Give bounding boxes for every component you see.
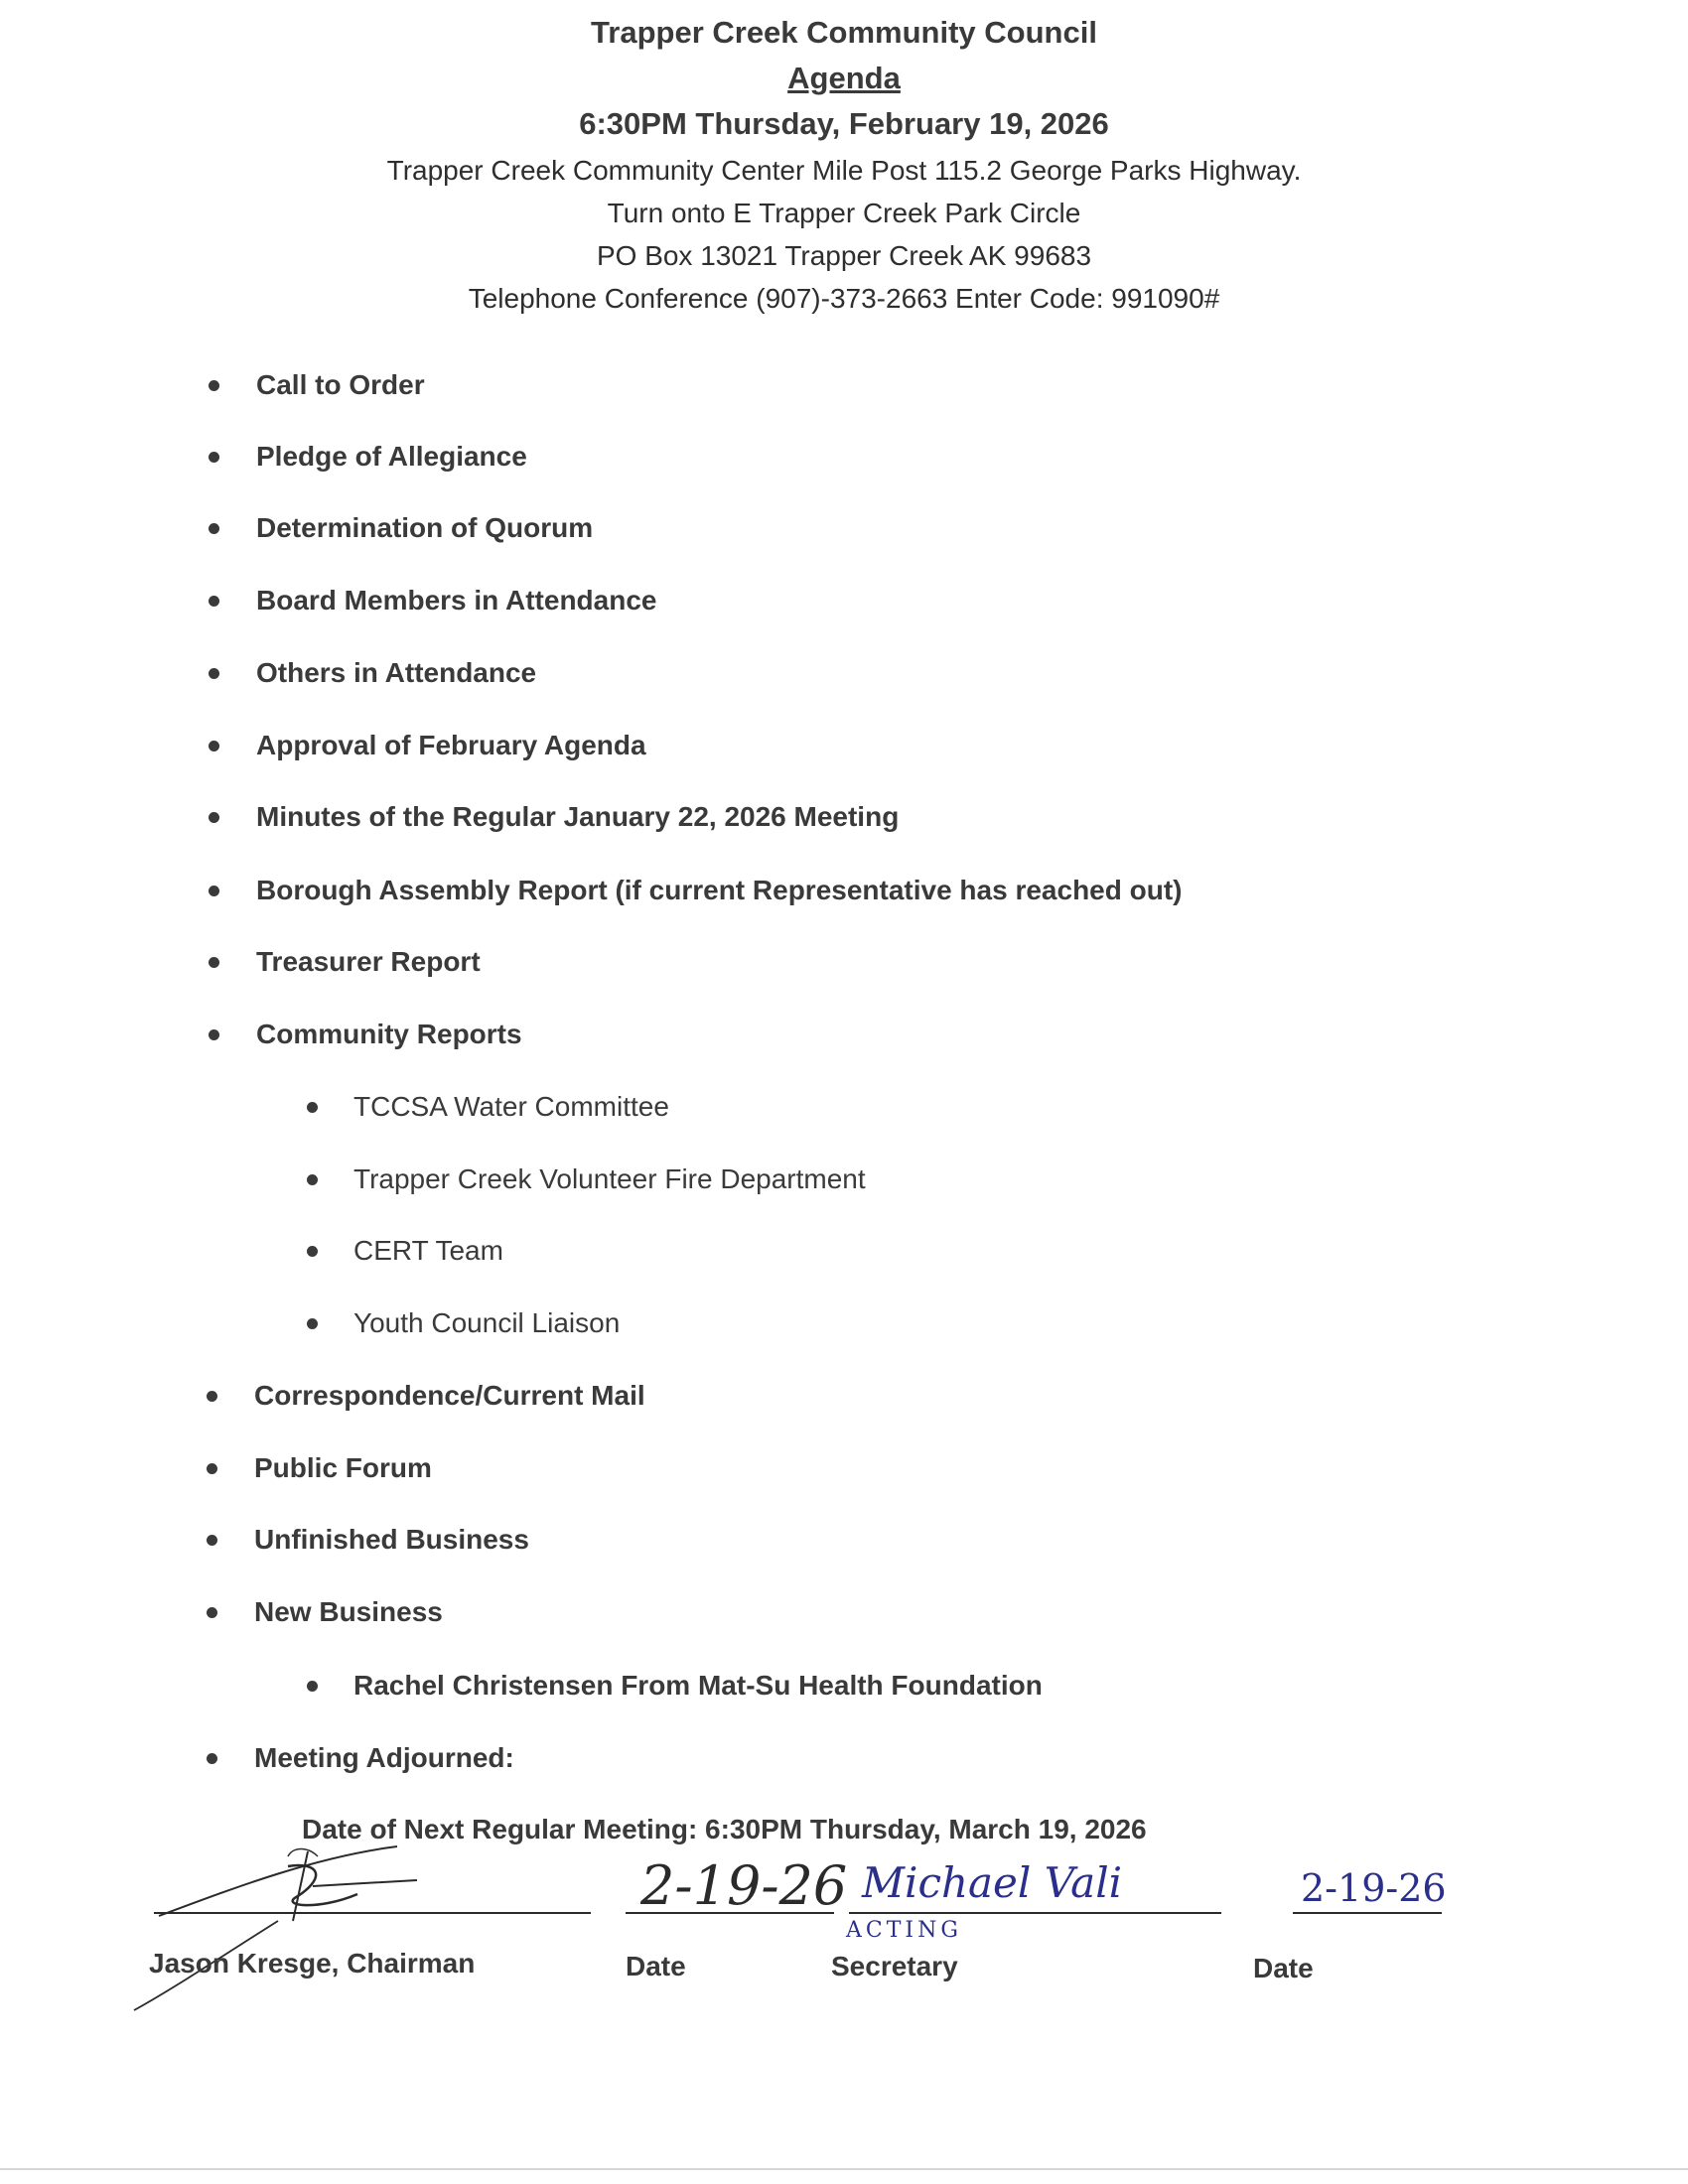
new-business-mat-su: Rachel Christensen From Mat-Su Health Foundation bbox=[353, 1670, 1043, 1701]
location-line-1: Trapper Creek Community Center Mile Post 115.2 George Parks Highway. bbox=[386, 155, 1302, 186]
bullet-icon bbox=[307, 1246, 318, 1257]
agenda-item-pledge: Pledge of Allegiance bbox=[256, 441, 527, 472]
agenda-item-others: Others in Attendance bbox=[256, 657, 537, 688]
agenda-item-correspondence: Correspondence/Current Mail bbox=[254, 1380, 645, 1411]
secretary-signature-line bbox=[849, 1912, 1221, 1914]
bullet-icon bbox=[209, 957, 219, 968]
agenda-item-community-reports: Community Reports bbox=[256, 1019, 522, 1049]
bullet-icon bbox=[209, 523, 219, 534]
council-name: Trapper Creek Community Council bbox=[591, 15, 1097, 50]
phone-conference: Telephone Conference (907)-373-2663 Enter Code: 991090# bbox=[468, 283, 1220, 314]
bullet-icon bbox=[209, 596, 219, 607]
agenda-item-board-members: Board Members in Attendance bbox=[256, 585, 657, 615]
agenda-title-text: Agenda bbox=[787, 61, 901, 95]
report-fire-department: Trapper Creek Volunteer Fire Department bbox=[353, 1163, 866, 1194]
bullet-icon bbox=[207, 1607, 217, 1618]
bullet-icon bbox=[307, 1681, 318, 1692]
report-tccsa-water: TCCSA Water Committee bbox=[353, 1091, 669, 1122]
handwritten-date-1: 2-19-26 bbox=[640, 1854, 848, 1917]
bullet-icon bbox=[307, 1174, 318, 1185]
report-cert-team: CERT Team bbox=[353, 1235, 503, 1266]
agenda-item-quorum: Determination of Quorum bbox=[256, 512, 594, 543]
chairman-signature bbox=[119, 1807, 477, 2025]
date-line-2 bbox=[1293, 1912, 1442, 1914]
agenda-item-new-business: New Business bbox=[254, 1596, 443, 1627]
chairman-label: Jason Kresge, Chairman bbox=[149, 1948, 476, 1979]
handwritten-acting: ACTING bbox=[846, 1918, 962, 1943]
agenda-item-minutes: Minutes of the Regular January 22, 2026 Meeting bbox=[256, 801, 900, 832]
bullet-icon bbox=[207, 1463, 217, 1474]
bullet-icon bbox=[207, 1535, 217, 1546]
agenda-item-public-forum: Public Forum bbox=[254, 1452, 432, 1483]
agenda-item-treasurer: Treasurer Report bbox=[256, 946, 481, 977]
chairman-signature-line bbox=[154, 1912, 591, 1914]
next-meeting-date: Date of Next Regular Meeting: 6:30PM Thursday, March 19, 2026 bbox=[302, 1814, 1147, 1844]
handwritten-date-2: 2-19-26 bbox=[1301, 1866, 1447, 1910]
date-label-1: Date bbox=[626, 1951, 686, 1981]
bullet-icon bbox=[207, 1391, 217, 1402]
bullet-icon bbox=[307, 1318, 318, 1329]
bullet-icon bbox=[209, 886, 219, 896]
location-line-2: Turn onto E Trapper Creek Park Circle bbox=[607, 198, 1081, 228]
bullet-icon bbox=[209, 380, 219, 391]
agenda-item-unfinished-business: Unfinished Business bbox=[254, 1524, 529, 1555]
date-label-2: Date bbox=[1253, 1953, 1314, 1983]
bullet-icon bbox=[209, 812, 219, 823]
bullet-icon bbox=[209, 668, 219, 679]
handwritten-secretary-signature: Michael Vali bbox=[862, 1858, 1123, 1907]
page-edge-shadow bbox=[0, 2168, 1688, 2170]
agenda-item-call-to-order: Call to Order bbox=[256, 369, 425, 400]
meeting-datetime: 6:30PM Thursday, February 19, 2026 bbox=[579, 106, 1109, 141]
bullet-icon bbox=[307, 1102, 318, 1113]
bullet-icon bbox=[209, 452, 219, 463]
report-youth-council: Youth Council Liaison bbox=[353, 1307, 621, 1338]
bullet-icon bbox=[209, 1029, 219, 1040]
mailing-address: PO Box 13021 Trapper Creek AK 99683 bbox=[596, 240, 1092, 271]
agenda-item-borough-report: Borough Assembly Report (if current Representative has reached out) bbox=[256, 875, 1183, 905]
agenda-item-adjourned: Meeting Adjourned: bbox=[254, 1742, 514, 1773]
bullet-icon bbox=[209, 741, 219, 751]
bullet-icon bbox=[207, 1753, 217, 1764]
agenda-item-approval: Approval of February Agenda bbox=[256, 730, 646, 760]
secretary-label: Secretary bbox=[831, 1951, 958, 1981]
agenda-title bbox=[0, 62, 1688, 95]
